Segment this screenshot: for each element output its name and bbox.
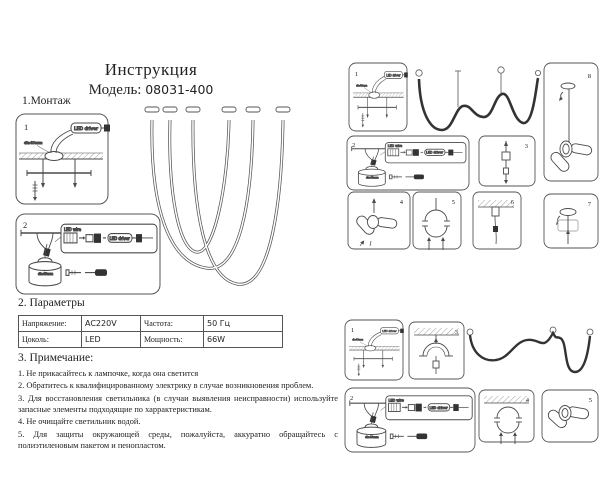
step-number: 3 bbox=[524, 143, 528, 150]
anchor-step-box-6 bbox=[473, 192, 521, 249]
notes-list bbox=[18, 368, 338, 452]
page-title: Инструкция bbox=[104, 60, 198, 79]
step-number: 8 bbox=[587, 73, 591, 80]
pendant-step-box-8 bbox=[544, 63, 598, 181]
canopy-discs bbox=[145, 107, 290, 112]
section-heading-notes: 3. Примечание: bbox=[18, 352, 94, 364]
step-number: 7 bbox=[587, 201, 591, 208]
note-line: 3. Для восстановления светильника (в случаи выявления неисправности) используйте запасные элементы подходящие по харрактеристикам. bbox=[18, 393, 338, 415]
wire-step-box-3 bbox=[479, 136, 535, 186]
param-value: 50 Гц bbox=[204, 316, 283, 332]
step-number: 2 bbox=[23, 220, 28, 230]
step-number: 5 bbox=[451, 199, 455, 206]
model-label: Модель: bbox=[88, 82, 142, 98]
mount-step-box-1b bbox=[345, 320, 404, 380]
wiring-step-box-2 bbox=[347, 136, 469, 190]
tube-step-box-5b bbox=[542, 390, 598, 442]
tube-step-box-4 bbox=[348, 192, 410, 249]
cluster-top-right bbox=[347, 63, 598, 250]
section-heading-montage: 1.Монтаж bbox=[22, 95, 71, 107]
wiring-step-box-2-left bbox=[16, 214, 160, 294]
clamp-step-box-4b bbox=[479, 390, 534, 444]
model-line bbox=[66, 82, 236, 99]
parameters-table bbox=[18, 315, 283, 348]
step-number: 2 bbox=[352, 142, 356, 149]
step-number: 1 bbox=[351, 327, 355, 334]
step-number: 4 bbox=[399, 199, 403, 206]
section-heading-params: 2. Параметры bbox=[18, 297, 85, 309]
param-value: 66W bbox=[204, 332, 283, 348]
step-number: 2 bbox=[350, 395, 354, 402]
table-row bbox=[19, 316, 283, 332]
note-line: 1. Не прикасайтесь к лампочке, когда она светится bbox=[18, 369, 199, 378]
mount-step-box-1 bbox=[349, 63, 408, 131]
note-line: 2. Обратитесь к квалифицированному электрику в случае возникновения проблем. bbox=[18, 381, 314, 391]
param-key: Цоколь: bbox=[19, 332, 82, 348]
step-number: 1 bbox=[24, 122, 29, 132]
cluster-bottom-right bbox=[345, 320, 598, 452]
clamp-step-box-5 bbox=[413, 192, 461, 250]
param-value: AC220V bbox=[82, 316, 141, 332]
param-key: Мощность: bbox=[141, 332, 204, 348]
model-number: 08031-400 bbox=[145, 82, 214, 97]
note-line: 4. Не очищайте светильник водой. bbox=[18, 417, 141, 427]
wavy-cord-bottom bbox=[467, 327, 593, 372]
table-row bbox=[19, 332, 283, 348]
step-number: 1 bbox=[355, 71, 359, 78]
note-line: 5. Для защиты окружающей среды, пожалуйста, аккуратно обращайтесь с полиэтиленовым пакетом и пенопластом. bbox=[18, 429, 338, 451]
hook-step-box-7 bbox=[544, 194, 598, 248]
chandelier-drawing bbox=[145, 107, 290, 284]
param-key: Частота: bbox=[141, 316, 204, 332]
step-number: 5 bbox=[588, 397, 592, 404]
wavy-cord-top bbox=[416, 67, 541, 130]
param-key: Напряжение: bbox=[19, 316, 82, 332]
param-value: LED bbox=[82, 332, 141, 348]
arc-clamp-step-box-3b bbox=[409, 322, 464, 379]
wiring-step-box-2b bbox=[345, 388, 475, 452]
mount-step-box-1-left bbox=[16, 114, 110, 204]
title-block bbox=[66, 60, 236, 99]
diagram-artwork: LED driver dia45mm LED wire LED driver dia45mm 1 2 1 8 2 3 4 5 7 1 2 5 bbox=[0, 0, 600, 500]
